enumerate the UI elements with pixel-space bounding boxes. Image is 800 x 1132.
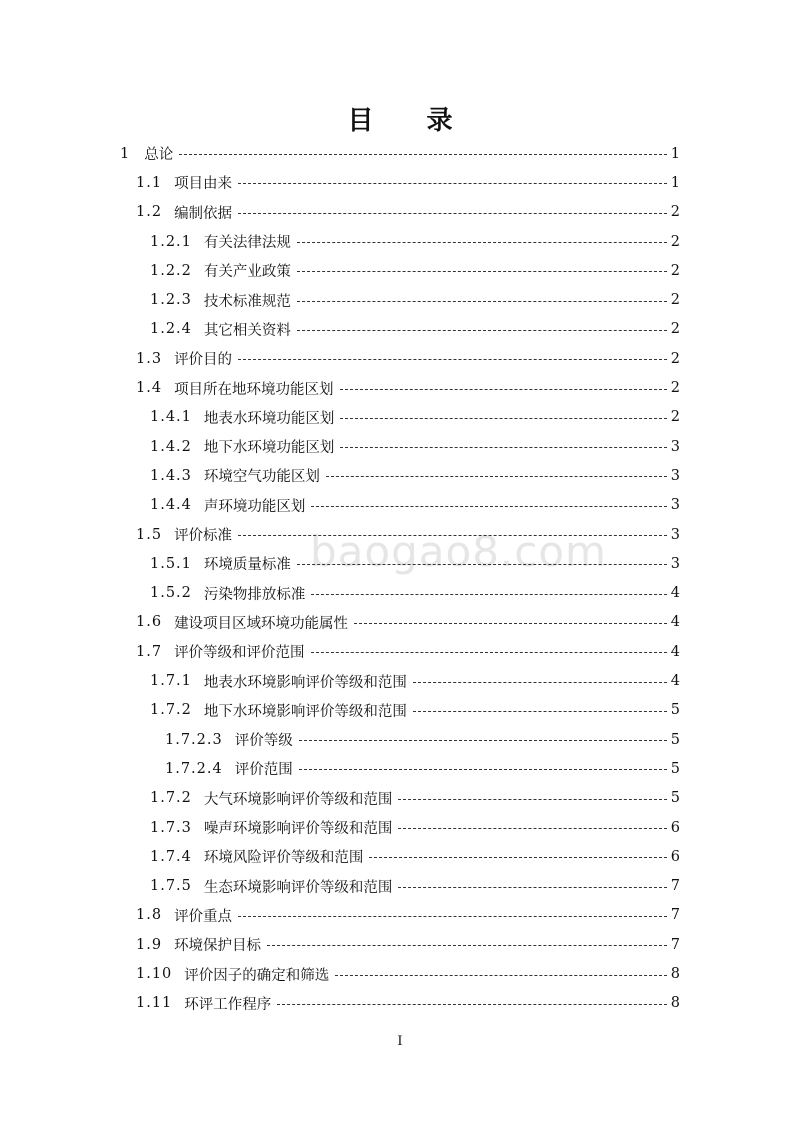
toc-entry-title: 评价范围 (234, 762, 293, 779)
toc-leader-line (297, 301, 667, 302)
toc-entry-title: 生态环境影响评价等级和范围 (203, 879, 393, 896)
toc-entry[interactable] (150, 872, 680, 901)
toc-entry-number: 1.5 (136, 526, 163, 543)
toc-entry[interactable] (136, 901, 680, 930)
toc-entry[interactable] (165, 725, 680, 754)
toc-entry-title: 有关法律法规 (203, 235, 291, 252)
toc-entry-number: 1.4.3 (150, 467, 192, 484)
toc-leader-line (299, 740, 667, 741)
toc-entry-page: 7 (670, 936, 680, 953)
toc-entry-title: 评价目的 (174, 352, 233, 369)
toc-entry-page: 1 (670, 174, 680, 191)
toc-leader-line (299, 769, 667, 770)
toc-entry-page: 4 (670, 614, 680, 631)
toc-entry[interactable] (136, 520, 680, 549)
toc-leader-line (311, 594, 666, 595)
toc-entry[interactable] (136, 344, 680, 373)
toc-entry-number: 1.7.5 (150, 878, 192, 895)
toc-entry[interactable] (150, 461, 680, 490)
toc-entry-number: 1.2.4 (150, 321, 192, 338)
toc-entry-title: 地下水环境功能区划 (203, 440, 335, 457)
toc-entry-number: 1.7.2 (150, 790, 192, 807)
toc-entry-title: 有关产业政策 (203, 264, 291, 281)
toc-entry-page: 8 (670, 995, 680, 1012)
toc-entry-page: 7 (670, 907, 680, 924)
toc-entry[interactable] (150, 813, 680, 842)
toc-entry[interactable] (150, 315, 680, 344)
toc-leader-line (340, 418, 666, 419)
toc-entry-page: 2 (670, 321, 680, 338)
toc-entry-page: 4 (670, 643, 680, 660)
toc-entry[interactable] (136, 637, 680, 666)
toc-leader-line (238, 359, 667, 360)
toc-entry[interactable] (136, 959, 680, 988)
toc-entry-page: 2 (670, 262, 680, 279)
toc-entry-number: 1.7 (136, 643, 163, 660)
toc-entry-title: 评价标准 (174, 528, 233, 545)
toc-entry[interactable] (150, 696, 680, 725)
toc-leader-line (326, 476, 667, 477)
toc-entry[interactable] (150, 579, 680, 608)
toc-entry-number: 1.4.1 (150, 409, 192, 426)
toc-leader-line (238, 535, 667, 536)
toc-entry-number: 1.4.4 (150, 497, 192, 514)
toc-leader-line (335, 975, 666, 976)
toc-leader-line (238, 916, 667, 917)
toc-entry-page: 6 (670, 819, 680, 836)
toc-leader-line (340, 389, 667, 390)
toc-entry-title: 大气环境影响评价等级和范围 (203, 791, 393, 808)
toc-entry-number: 1.7.2 (150, 702, 192, 719)
toc-leader-line (297, 330, 667, 331)
toc-entry-number: 1.11 (136, 995, 173, 1012)
watermark: baogao8.com (310, 527, 607, 576)
toc-entry-number: 1.7.2.3 (165, 731, 223, 748)
toc-leader-line (297, 242, 667, 243)
toc-entry-number: 1.7.1 (150, 673, 192, 690)
toc-entry-number: 1.10 (136, 966, 173, 983)
toc-entry-title: 评价因子的确定和筛选 (184, 967, 330, 984)
toc-entry-number: 1.7.3 (150, 819, 192, 836)
toc-entry[interactable] (165, 754, 680, 783)
toc-entry[interactable] (150, 432, 680, 461)
toc-entry-title: 地下水环境影响评价等级和范围 (203, 703, 407, 720)
toc-leader-line (297, 564, 667, 565)
toc-entry[interactable] (150, 491, 680, 520)
toc-entry-page: 3 (670, 526, 680, 543)
toc-entry-number: 1.6 (136, 614, 163, 631)
toc-entry-title: 地表水环境影响评价等级和范围 (203, 674, 407, 691)
toc-entry-title: 污染物排放标准 (203, 586, 306, 603)
toc-entry-number: 1.5.1 (150, 555, 192, 572)
toc-entry-page: 2 (670, 350, 680, 367)
toc-entry[interactable] (150, 666, 680, 695)
page-number-footer: I (397, 1034, 403, 1049)
toc-entry[interactable] (136, 608, 680, 637)
toc-entry-page: 8 (670, 966, 680, 983)
toc-leader-line (238, 183, 667, 184)
toc-entry-title: 其它相关资料 (203, 322, 291, 339)
toc-entry-number: 1.1 (136, 174, 163, 191)
toc-entry-page: 5 (670, 760, 680, 777)
toc-leader-line (277, 1004, 666, 1005)
toc-entry-number: 1.2.3 (150, 292, 192, 309)
toc-entry-number: 1.7.2.4 (165, 760, 223, 777)
toc-entry-page: 1 (670, 145, 680, 162)
toc-entry-number: 1.8 (136, 907, 163, 924)
toc-entry-title: 建设项目区域环境功能属性 (174, 615, 349, 632)
toc-entry-title: 评价等级和评价范围 (174, 645, 305, 662)
toc-leader-line (340, 447, 666, 448)
toc-entry-page: 2 (670, 233, 680, 250)
toc-entry[interactable] (136, 198, 680, 227)
toc-entry-page: 5 (670, 731, 680, 748)
toc-entry[interactable] (150, 256, 680, 285)
toc-leader-line (354, 623, 667, 624)
toc-entry-page: 3 (670, 467, 680, 484)
toc-entry[interactable] (136, 989, 680, 1018)
toc-leader-line (398, 887, 666, 888)
toc-leader-line (413, 682, 667, 683)
toc-entry-title: 项目所在地环境功能区划 (174, 381, 334, 398)
toc-entry-title: 噪声环境影响评价等级和范围 (203, 821, 393, 838)
toc-entry-page: 2 (670, 292, 680, 309)
toc-entry-page: 6 (670, 848, 680, 865)
toc-entry-page: 5 (670, 702, 680, 719)
toc-entry-title: 环境空气功能区划 (203, 469, 320, 486)
toc-entry[interactable] (136, 168, 680, 197)
toc-entry-page: 7 (670, 878, 680, 895)
toc-entry[interactable] (150, 286, 680, 315)
toc-entry-title: 总论 (144, 147, 174, 164)
toc-leader-line (413, 711, 667, 712)
toc-leader-line (297, 271, 667, 272)
toc-entry-title: 环境风险评价等级和范围 (203, 850, 364, 867)
toc-entry-number: 1.4 (136, 380, 163, 397)
toc-entry-page: 2 (670, 204, 680, 221)
toc-entry-number: 1.3 (136, 350, 163, 367)
toc-entry-title: 评价等级 (234, 733, 293, 750)
toc-entry-page: 3 (670, 497, 680, 514)
toc-entry-title: 环境保护目标 (174, 938, 262, 955)
toc-entry[interactable] (150, 842, 680, 871)
toc-entry-page: 3 (670, 438, 680, 455)
toc-entry-page: 3 (670, 555, 680, 572)
toc-entry-title: 环境质量标准 (203, 557, 291, 574)
toc-entry-title: 环评工作程序 (184, 996, 272, 1013)
toc-entry-page: 2 (670, 380, 680, 397)
toc-leader-line (311, 506, 666, 507)
toc-entry-title: 编制依据 (174, 205, 233, 222)
toc-entry-number: 1.2.1 (150, 233, 192, 250)
toc-entry-number: 1.7.4 (150, 848, 192, 865)
toc-leader-line (179, 154, 667, 155)
toc-entry-page: 5 (670, 790, 680, 807)
page-title: 目 录 (347, 106, 475, 136)
toc-entry-title: 技术标准规范 (203, 293, 291, 310)
toc-entry-title: 地表水环境功能区划 (203, 410, 335, 427)
toc-entry[interactable] (136, 373, 680, 402)
toc-leader-line (398, 828, 666, 829)
toc-entry[interactable] (136, 930, 680, 959)
toc-entry-page: 2 (670, 409, 680, 426)
toc-leader-line (267, 945, 667, 946)
toc-leader-line (398, 799, 666, 800)
toc-entry-number: 1.5.2 (150, 585, 192, 602)
toc-entry[interactable] (150, 784, 680, 813)
toc-entry-page: 4 (670, 673, 680, 690)
toc-entry-number: 1.2 (136, 204, 163, 221)
toc-entry[interactable] (150, 403, 680, 432)
toc-entry-number: 1.9 (136, 936, 163, 953)
toc-entry[interactable] (150, 227, 680, 256)
toc-leader-line (311, 652, 667, 653)
toc-entry[interactable] (120, 139, 680, 168)
toc-entry-title: 评价重点 (174, 908, 233, 925)
toc-entry-number: 1.4.2 (150, 438, 192, 455)
toc-entry[interactable] (150, 549, 680, 578)
toc-entry-title: 声环境功能区划 (203, 498, 306, 515)
toc-entry-page: 4 (670, 585, 680, 602)
toc-entry-title: 项目由来 (174, 176, 233, 193)
toc-leader-line (369, 857, 666, 858)
toc-entry-number: 1.2.2 (150, 262, 192, 279)
toc-entry-number: 1 (120, 145, 131, 162)
toc-leader-line (238, 213, 667, 214)
